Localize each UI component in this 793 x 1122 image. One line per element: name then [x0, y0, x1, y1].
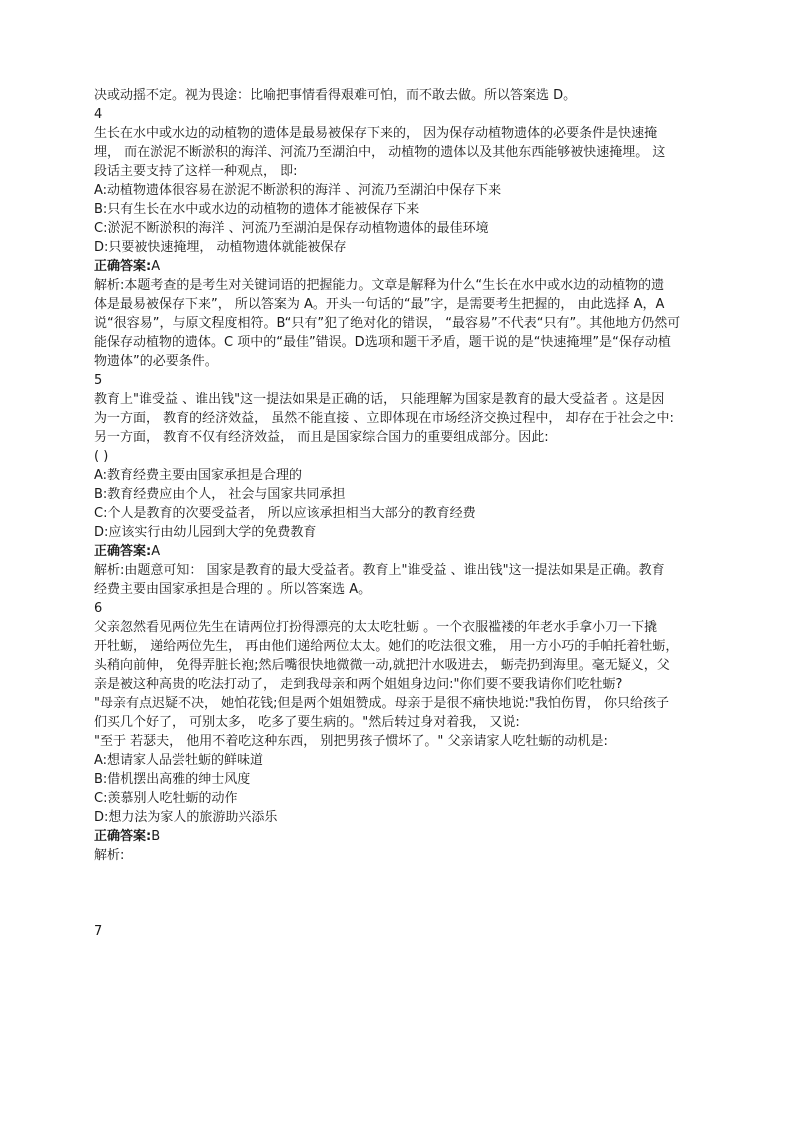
correct-answer: [94, 542, 706, 561]
analysis-line: 体是最易被保存下来”， 所以答案为 A。开头一句话的“最”字，是需要考生把握的， 由此选择 A，A: [94, 297, 665, 312]
analysis-line: 经费主要由国家承担是合理的 。所以答案选 A。: [94, 582, 372, 597]
question-7: [94, 922, 706, 941]
option-b: B:只有生长在水中或水边的动植物的遗体才能被保存下来: [94, 202, 420, 217]
analysis-line: 解析:由题意可知： 国家是教育的最大受益者。教育上"谁受益 、谁出钱"这一提法如果是正确。教育: [94, 563, 665, 578]
answer-value: B: [151, 829, 161, 844]
option-a: A:想请家人品尝牡蛎的鲜味道: [94, 753, 264, 768]
question-stem-line: "至于 若瑟夫， 他用不着吃这种东西， 别把男孩子惯坏了。" 父亲请家人吃牡蛎的动机是:: [94, 734, 608, 749]
question-stem-line: 埋， 而在淤泥不断淤积的海洋、河流乃至湖泊中， 动植物的遗体以及其他东西能够被快速掩埋。 这: [94, 145, 666, 160]
question-stem-line: 为一方面， 教育的经济效益， 虽然不能直接 、立即体现在市场经济交换过程中， 却存在于社会之中:: [94, 411, 674, 426]
question-number: 7: [94, 924, 103, 939]
analysis-line: 解析:: [94, 848, 125, 863]
question-4: [94, 105, 706, 371]
question-number: 5: [94, 373, 103, 388]
intro-line: 决或动摇不定。视为畏途：比喻把事情看得艰难可怕，而不敢去做。所以答案选 D。: [94, 88, 577, 103]
option-b: B:教育经费应由个人， 社会与国家共同承担: [94, 487, 346, 502]
question-stem-line: 父亲忽然看见两位先生在请两位打扮得漂亮的太太吃牡蛎 。一个衣服褴褛的年老水手拿小刀一下撬: [94, 620, 658, 635]
question-stem-line: 头稍向前伸， 免得弄脏长袍;然后嘴很快地微微一动,就把汁水吸进去， 蛎壳扔到海里。毫无疑义，父: [94, 658, 670, 673]
option-d: D:想力法为家人的旅游助兴添乐: [94, 810, 278, 825]
option-a: A:动植物遗体很容易在淤泥不断淤积的海洋 、河流乃至湖泊中保存下来: [94, 183, 502, 198]
analysis-line: 解析:本题考查的是考生对关键词语的把握能力。文章是解释为什么“生长在水中或水边的动植物的遗: [94, 278, 665, 293]
option-d: D:只要被快速掩埋， 动植物遗体就能被保存: [94, 240, 347, 255]
option-a: A:教育经费主要由国家承担是合理的: [94, 468, 303, 483]
answer-label: 正确答案:: [94, 544, 152, 559]
option-c: C:个人是教育的次要受益者， 所以应该承担相当大部分的教育经费: [94, 506, 476, 521]
question-stem-line: "母亲有点迟疑不决， 她怕花钱;但是两个姐姐赞成。母亲于是很不痛快地说:"我怕伤胃， 你只给孩子: [94, 696, 669, 711]
question-6: [94, 599, 706, 865]
answer-value: A: [151, 259, 161, 274]
analysis-line: 物遗体”的必要条件。: [94, 354, 218, 369]
question-stem-line: ( ): [94, 449, 109, 464]
answer-label: 正确答案:: [94, 829, 152, 844]
question-stem-line: 们买几个好了， 可别太多， 吃多了要生病的。"然后转过身对着我， 又说:: [94, 715, 520, 730]
option-c: C:淤泥不断淤积的海洋 、河流乃至湖泊是保存动植物遗体的最佳环境: [94, 221, 489, 236]
answer-value: A: [151, 544, 161, 559]
correct-answer: [94, 827, 706, 846]
option-d: D:应该实行由幼儿园到大学的免费教育: [94, 525, 317, 540]
question-stem-line: 开牡蛎， 递给两位先生， 再由他们递给两位太太。她们的吃法很文雅， 用一方小巧的手帕托着牡蛎，: [94, 639, 679, 654]
question-number: 6: [94, 601, 103, 616]
correct-answer: [94, 257, 706, 276]
option-c: C:羡慕别人吃牡蛎的动作: [94, 791, 238, 806]
option-b: B:借机摆出高雅的绅士风度: [94, 772, 251, 787]
question-stem-line: 亲是被这种高贵的吃法打动了， 走到我母亲和两个姐姐身边问:"你们要不要我请你们吃牡蛎?: [94, 677, 623, 692]
question-stem-line: 另一方面， 教育不仅有经济效益， 而且是国家综合国力的重要组成部分。因此:: [94, 430, 549, 445]
analysis-line: 能保存动植物的遗体。C 项中的“最佳”错误。D选项和题干矛盾，题干说的是“快速掩埋”是“保存动植: [94, 335, 671, 350]
answer-label: 正确答案:: [94, 259, 152, 274]
analysis-line: 说“很容易”，与原文程度相符。B“只有”犯了绝对化的错误， “最容易”不代表“只有”。其他地方仍然可: [94, 316, 681, 331]
question-stem-line: 段话主要支持了这样一种观点， 即:: [94, 164, 298, 179]
question-5: [94, 371, 706, 599]
question-stem-line: 教育上"谁受益 、谁出钱"这一提法如果是正确的话， 只能理解为国家是教育的最大受益者 。这是因: [94, 392, 665, 407]
question-number: 4: [94, 107, 103, 122]
document-content: [94, 86, 706, 941]
question-stem-line: 生长在水中或水边的动植物的遗体是最易被保存下来的， 因为保存动植物遗体的必要条件是快速掩: [94, 126, 658, 141]
